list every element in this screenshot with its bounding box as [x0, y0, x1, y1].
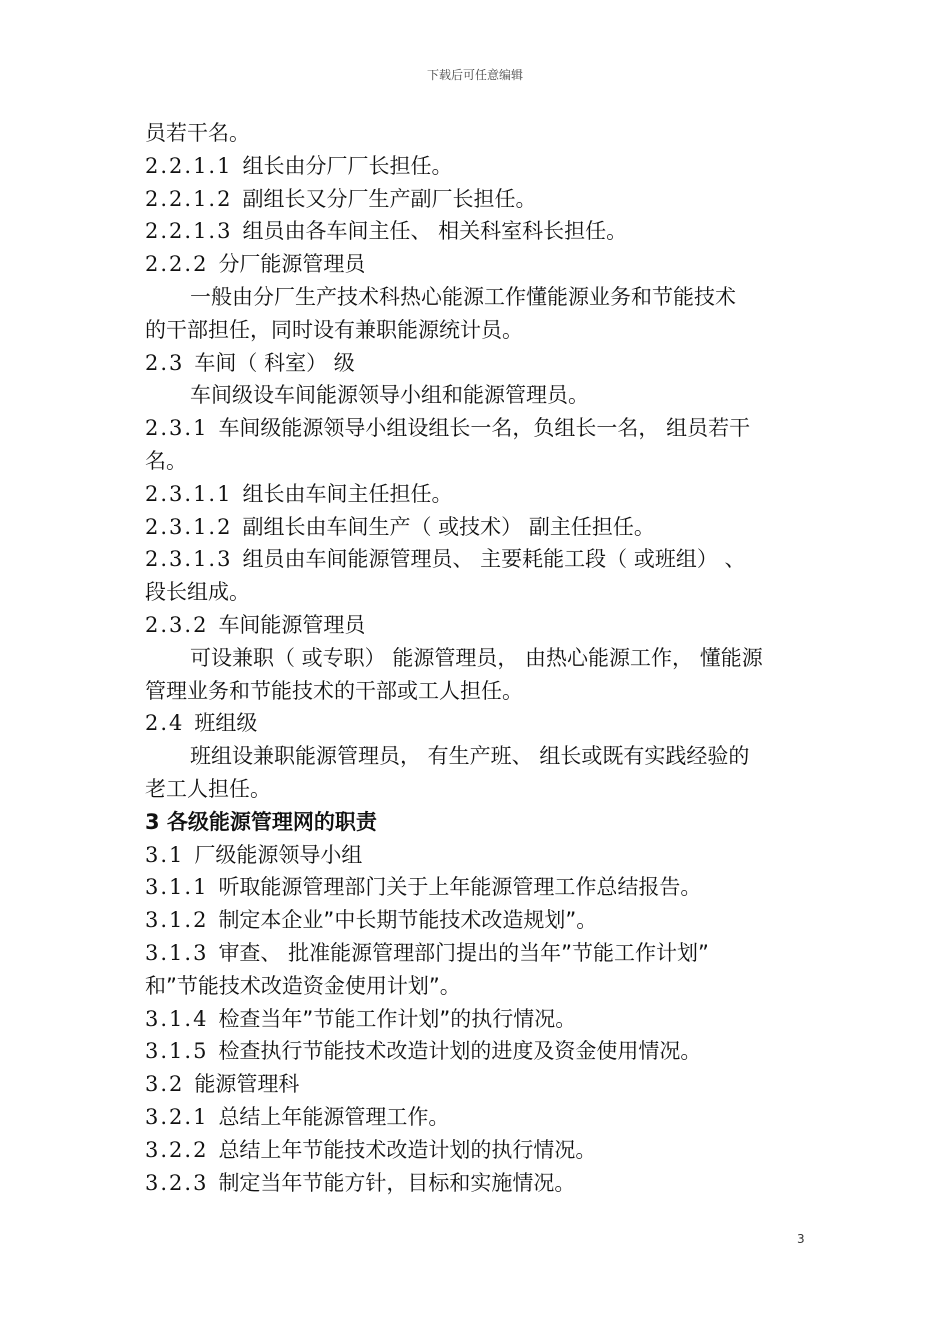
- line-text: 副组长又分厂生产副厂长担任。: [242, 186, 537, 211]
- text-line: [145, 281, 811, 314]
- page-header: 下载后可任意编辑: [426, 68, 523, 82]
- clause-number: 3.1.3: [145, 940, 209, 965]
- line-text: 副组长由车间生产（ 或技术） 副主任担任。: [242, 514, 655, 539]
- text-line: [145, 511, 811, 544]
- line-text: 审查、 批准能源管理部门提出的当年”节能工作计划”: [218, 940, 709, 965]
- line-text: 组长由分厂厂长担任。: [242, 153, 453, 178]
- text-line: [145, 609, 811, 642]
- line-text: 听取能源管理部门关于上年能源管理工作总结报告。: [218, 875, 702, 900]
- text-line: [145, 773, 811, 806]
- line-text: 制定当年节能方针，目标和实施情况。: [218, 1170, 576, 1195]
- clause-number: 3.2.1: [145, 1104, 209, 1129]
- text-line: [145, 1101, 811, 1134]
- clause-number: 3.2.2: [145, 1137, 209, 1162]
- text-line: [145, 347, 811, 380]
- line-text: 车间级设车间能源领导小组和能源管理员。: [190, 383, 589, 408]
- line-text: 班组设兼职能源管理员， 有生产班、 组长或既有实践经验的: [190, 744, 750, 769]
- line-text: 员若干名。: [145, 121, 250, 145]
- line-text: 检查当年”节能工作计划”的执行情况。: [218, 1006, 577, 1031]
- line-text: 老工人担任。: [145, 776, 271, 801]
- text-line: [145, 445, 811, 478]
- text-line: [145, 543, 811, 576]
- clause-number: 2.3.2: [145, 612, 209, 637]
- text-line: [145, 707, 811, 740]
- text-line: [145, 937, 811, 970]
- line-text: 管理业务和节能技术的干部或工人担任。: [145, 678, 523, 703]
- clause-number: 3.1: [145, 842, 185, 867]
- line-text: 一般由分厂生产技术科热心能源工作懂能源业务和节能技术: [190, 284, 736, 309]
- text-line: [145, 740, 811, 773]
- clause-number: 3.1.1: [145, 875, 209, 900]
- text-line: [145, 904, 811, 937]
- text-line: [145, 1003, 811, 1036]
- line-text: 可设兼职（ 或专职） 能源管理员， 由热心能源工作， 懂能源: [190, 645, 763, 670]
- clause-number: 3.2.3: [145, 1170, 209, 1195]
- line-text: 的干部担任，同时设有兼职能源统计员。: [145, 317, 523, 342]
- line-text: 组员由各车间主任、 相关科室科长担任。: [242, 219, 628, 244]
- line-text: 制定本企业”中长期节能技术改造规划”。: [218, 908, 598, 933]
- line-text: 能源管理科: [194, 1072, 300, 1097]
- text-line: [145, 248, 811, 281]
- line-text: 组长由车间主任担任。: [242, 481, 453, 506]
- document-body: [145, 117, 811, 1199]
- line-text: 厂级能源领导小组: [194, 842, 363, 867]
- text-line: [145, 1068, 811, 1101]
- clause-number: 2.3.1.1: [145, 481, 233, 506]
- clause-number: 3.1.5: [145, 1039, 209, 1064]
- text-line: [145, 117, 811, 150]
- text-line: [145, 1134, 811, 1167]
- clause-number: 3.2: [145, 1072, 185, 1097]
- clause-number: 2.3.1.3: [145, 547, 233, 572]
- clause-number: 2.2.2: [145, 252, 209, 277]
- line-text: 分厂能源管理员: [218, 252, 366, 277]
- clause-number: 2.2.1.2: [145, 186, 233, 211]
- line-text: 总结上年节能技术改造计划的执行情况。: [218, 1137, 597, 1162]
- text-line: [145, 150, 811, 183]
- section-heading: [145, 806, 811, 839]
- text-line: [145, 379, 811, 412]
- clause-number: 2.3.1.2: [145, 514, 233, 539]
- text-line: [145, 970, 811, 1003]
- text-line: [145, 1035, 811, 1068]
- text-line: [145, 215, 811, 248]
- text-line: [145, 314, 811, 347]
- text-line: [145, 675, 811, 708]
- text-line: [145, 576, 811, 609]
- line-text: 车间能源管理员: [218, 612, 366, 637]
- text-line: [145, 412, 811, 445]
- text-line: [145, 642, 811, 675]
- clause-number: 2.2.1.3: [145, 219, 233, 244]
- text-line: [145, 183, 811, 216]
- text-line: [145, 1167, 811, 1200]
- text-line: [145, 871, 811, 904]
- line-text: 组员由车间能源管理员、 主要耗能工段（ 或班组） 、: [242, 547, 746, 572]
- line-text: 车间级能源领导小组设组长一名，负组长一名， 组员若干: [218, 416, 751, 441]
- clause-number: 2.3.1: [145, 416, 209, 441]
- clause-number: 3.1.2: [145, 908, 209, 933]
- text-line: [145, 839, 811, 872]
- line-text: 段长组成。: [145, 580, 250, 605]
- clause-number: 2.3: [145, 350, 185, 375]
- line-text: 班组级: [194, 711, 258, 736]
- page-number: 3: [797, 1232, 805, 1246]
- text-line: [145, 478, 811, 511]
- line-text: 3 各级能源管理网的职责: [145, 809, 377, 834]
- clause-number: 2.2.1.1: [145, 153, 233, 178]
- line-text: 名。: [145, 448, 187, 473]
- line-text: 车间（ 科室） 级: [194, 350, 355, 375]
- clause-number: 3.1.4: [145, 1006, 209, 1031]
- line-text: 和”节能技术改造资金使用计划”。: [145, 973, 461, 998]
- clause-number: 2.4: [145, 711, 185, 736]
- line-text: 检查执行节能技术改造计划的进度及资金使用情况。: [218, 1039, 702, 1064]
- line-text: 总结上年能源管理工作。: [218, 1104, 450, 1129]
